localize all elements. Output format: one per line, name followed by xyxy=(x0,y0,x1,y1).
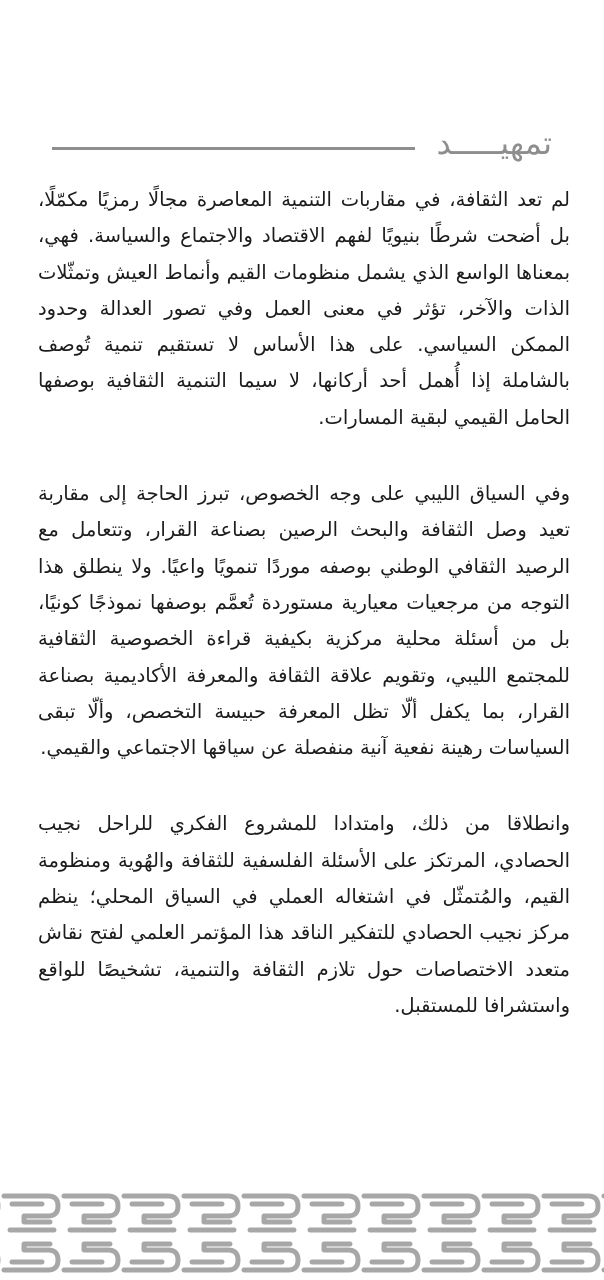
paragraph-1: لم تعد الثقافة، في مقاربات التنمية المعاصرة مجالًا رمزيًا مكمّلًا، بل أضحت شرطًا بنيويًا لفهم الاقتصاد والاجتماع والسياسة. فهي، بمعناها الواسع الذي يشمل منظومات القيم وأنماط العيش وتمثّلات الذات والآخر، تؤثر في معنى العمل وفي تصور العدالة وحدود الممكن السياسي. على هذا الأساس لا تستقيم تنمية تُوصف بالشاملة إذا أُهمل أحد أركانها، لا سيما التنمية الثقافية بوصفها الحامل القيمي لبقية المسارات. xyxy=(38,188,570,429)
ornament-unit xyxy=(244,1196,298,1270)
ornament-unit xyxy=(304,1196,358,1270)
ornament-unit xyxy=(184,1196,238,1270)
ornament-pattern xyxy=(0,1190,604,1280)
paragraph-3: وانطلاقا من ذلك، وامتدادا للمشروع الفكري للراحل نجيب الحصادي، المرتكز على الأسئلة الفلسفية للثقافة والهُوية ومنظومة القيم، والمُتمثّل في اشتغاله العملي في السياق المحلي؛ ينظم مركز نجيب الحصادي للتفكير الناقد هذا المؤتمر العلمي لفتح نقاش متعدد الاختصاصات حول تلازم الثقافة والتنمية، تشخيصًا للواقع واستشرافا للمستقبل. xyxy=(38,812,570,1017)
decorative-ornament-border xyxy=(0,1190,604,1280)
section-heading xyxy=(52,118,552,168)
heading-rule xyxy=(52,147,415,150)
ornament-unit xyxy=(4,1196,58,1270)
ornament-unit xyxy=(64,1196,118,1270)
ornament-unit xyxy=(424,1196,478,1270)
section-title: تمهيـــــد xyxy=(436,124,552,162)
ornament-unit xyxy=(364,1196,418,1270)
ornament-unit xyxy=(124,1196,178,1270)
body-text xyxy=(38,182,570,1064)
ornament-unit xyxy=(484,1196,538,1270)
paragraph-2: وفي السياق الليبي على وجه الخصوص، تبرز الحاجة إلى مقاربة تعيد وصل الثقافة والبحث الرصين بصناعة القرار، وتتعامل مع الرصيد الثقافي الوطني بوصفه موردًا تنمويًا واعيًا. ولا ينطلق هذا التوجه من مرجعيات معيارية مستوردة تُعمَّم بوصفها نموذجًا كونيًا، بل من أسئلة محلية مركزية بكيفية قراءة الخصوصية الثقافية للمجتمع الليبي، وتقويم علاقة الثقافة والمعرفة الأكاديمية بصناعة القرار، بما يكفل ألّا تظل المعرفة حبيسة التخصص، وألّا تبقى السياسات رهينة نفعية آنية منفصلة عن سياقها الاجتماعي والقيمي. xyxy=(38,482,570,760)
ornament-unit xyxy=(544,1196,598,1270)
